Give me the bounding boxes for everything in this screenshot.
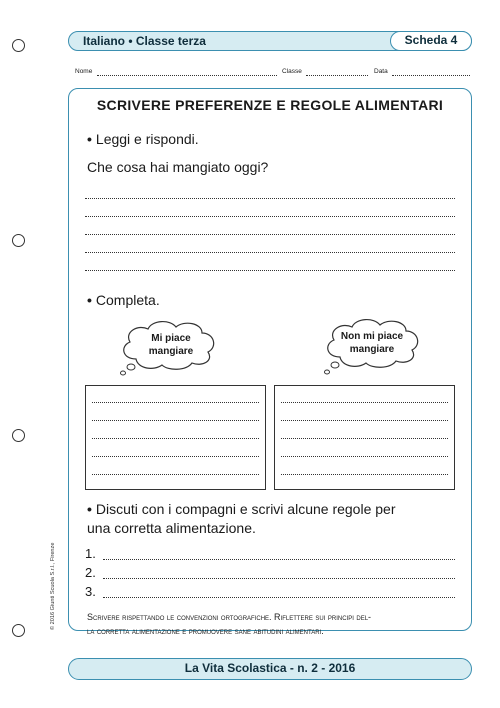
nome-label: Nome [75,68,93,75]
answer-line[interactable] [85,215,455,217]
footer-bar: La Vita Scolastica - n. 2 - 2016 [68,658,472,680]
instructions-line2: la corretta alimentazione e promuovere sane abitudini alimentari. [87,626,324,636]
answer-line[interactable] [85,251,455,253]
box-line[interactable] [92,401,259,403]
copyright-text: © 2016 Giunti Scuola S.r.l., Firenze [50,542,56,630]
classe-label: Classe [282,68,302,75]
rule-number: 1. [85,546,96,561]
rule-line[interactable] [103,596,455,598]
rule-number: 3. [85,584,96,599]
likes-box [85,385,266,490]
rule-line[interactable] [103,558,455,560]
scheda-tab: Scheda 4 [390,31,472,51]
cloud-left-text: Mi piace mangiare [148,333,194,357]
worksheet-title: SCRIVERE PREFERENZE E REGOLE ALIMENTARI [96,97,444,113]
data-label: Data [374,68,388,75]
box-line[interactable] [281,401,448,403]
answer-line[interactable] [85,269,455,271]
worksheet-box [68,88,472,636]
box-line[interactable] [281,437,448,439]
bullet-icon: • [87,292,92,308]
punch-hole [12,39,25,52]
meta-row [75,68,475,78]
answer-line[interactable] [85,197,455,199]
nome-field[interactable] [97,68,277,76]
box-line[interactable] [92,437,259,439]
rule-line[interactable] [103,577,455,579]
section2-instruction-text: Completa. [95,292,160,308]
box-line[interactable] [281,473,448,475]
section1-instruction-text: Leggi e rispondi. [95,131,199,147]
box-line[interactable] [92,473,259,475]
rule-number: 2. [85,565,96,580]
section3-instruction-line1: Discuti con i compagni e scrivi alcune regole per [95,501,396,517]
cloud-right-text: Non mi piace mangiare [340,331,404,355]
punch-hole [12,624,25,637]
section2-instruction [87,292,160,308]
section1-instruction [87,131,199,147]
header-title: Italiano • Classe terza [83,34,206,48]
section3-instruction [87,500,396,538]
classe-field[interactable] [306,68,368,76]
punch-hole [12,234,25,247]
bullet-icon: • [87,131,92,147]
punch-hole [12,429,25,442]
instructions-line1: Scrivere rispettando le convenzioni ortografiche. Riflettere sui principi del- [87,612,372,622]
box-line[interactable] [281,419,448,421]
bullet-icon: • [87,501,92,517]
answer-line[interactable] [85,233,455,235]
data-field[interactable] [392,68,470,76]
box-line[interactable] [92,419,259,421]
box-line[interactable] [281,455,448,457]
box-line[interactable] [92,455,259,457]
section1-question: Che cosa hai mangiato oggi? [87,159,269,175]
teacher-instructions [87,610,457,638]
section3-instruction-line2: una corretta alimentazione. [87,520,256,536]
dislikes-box [274,385,455,490]
